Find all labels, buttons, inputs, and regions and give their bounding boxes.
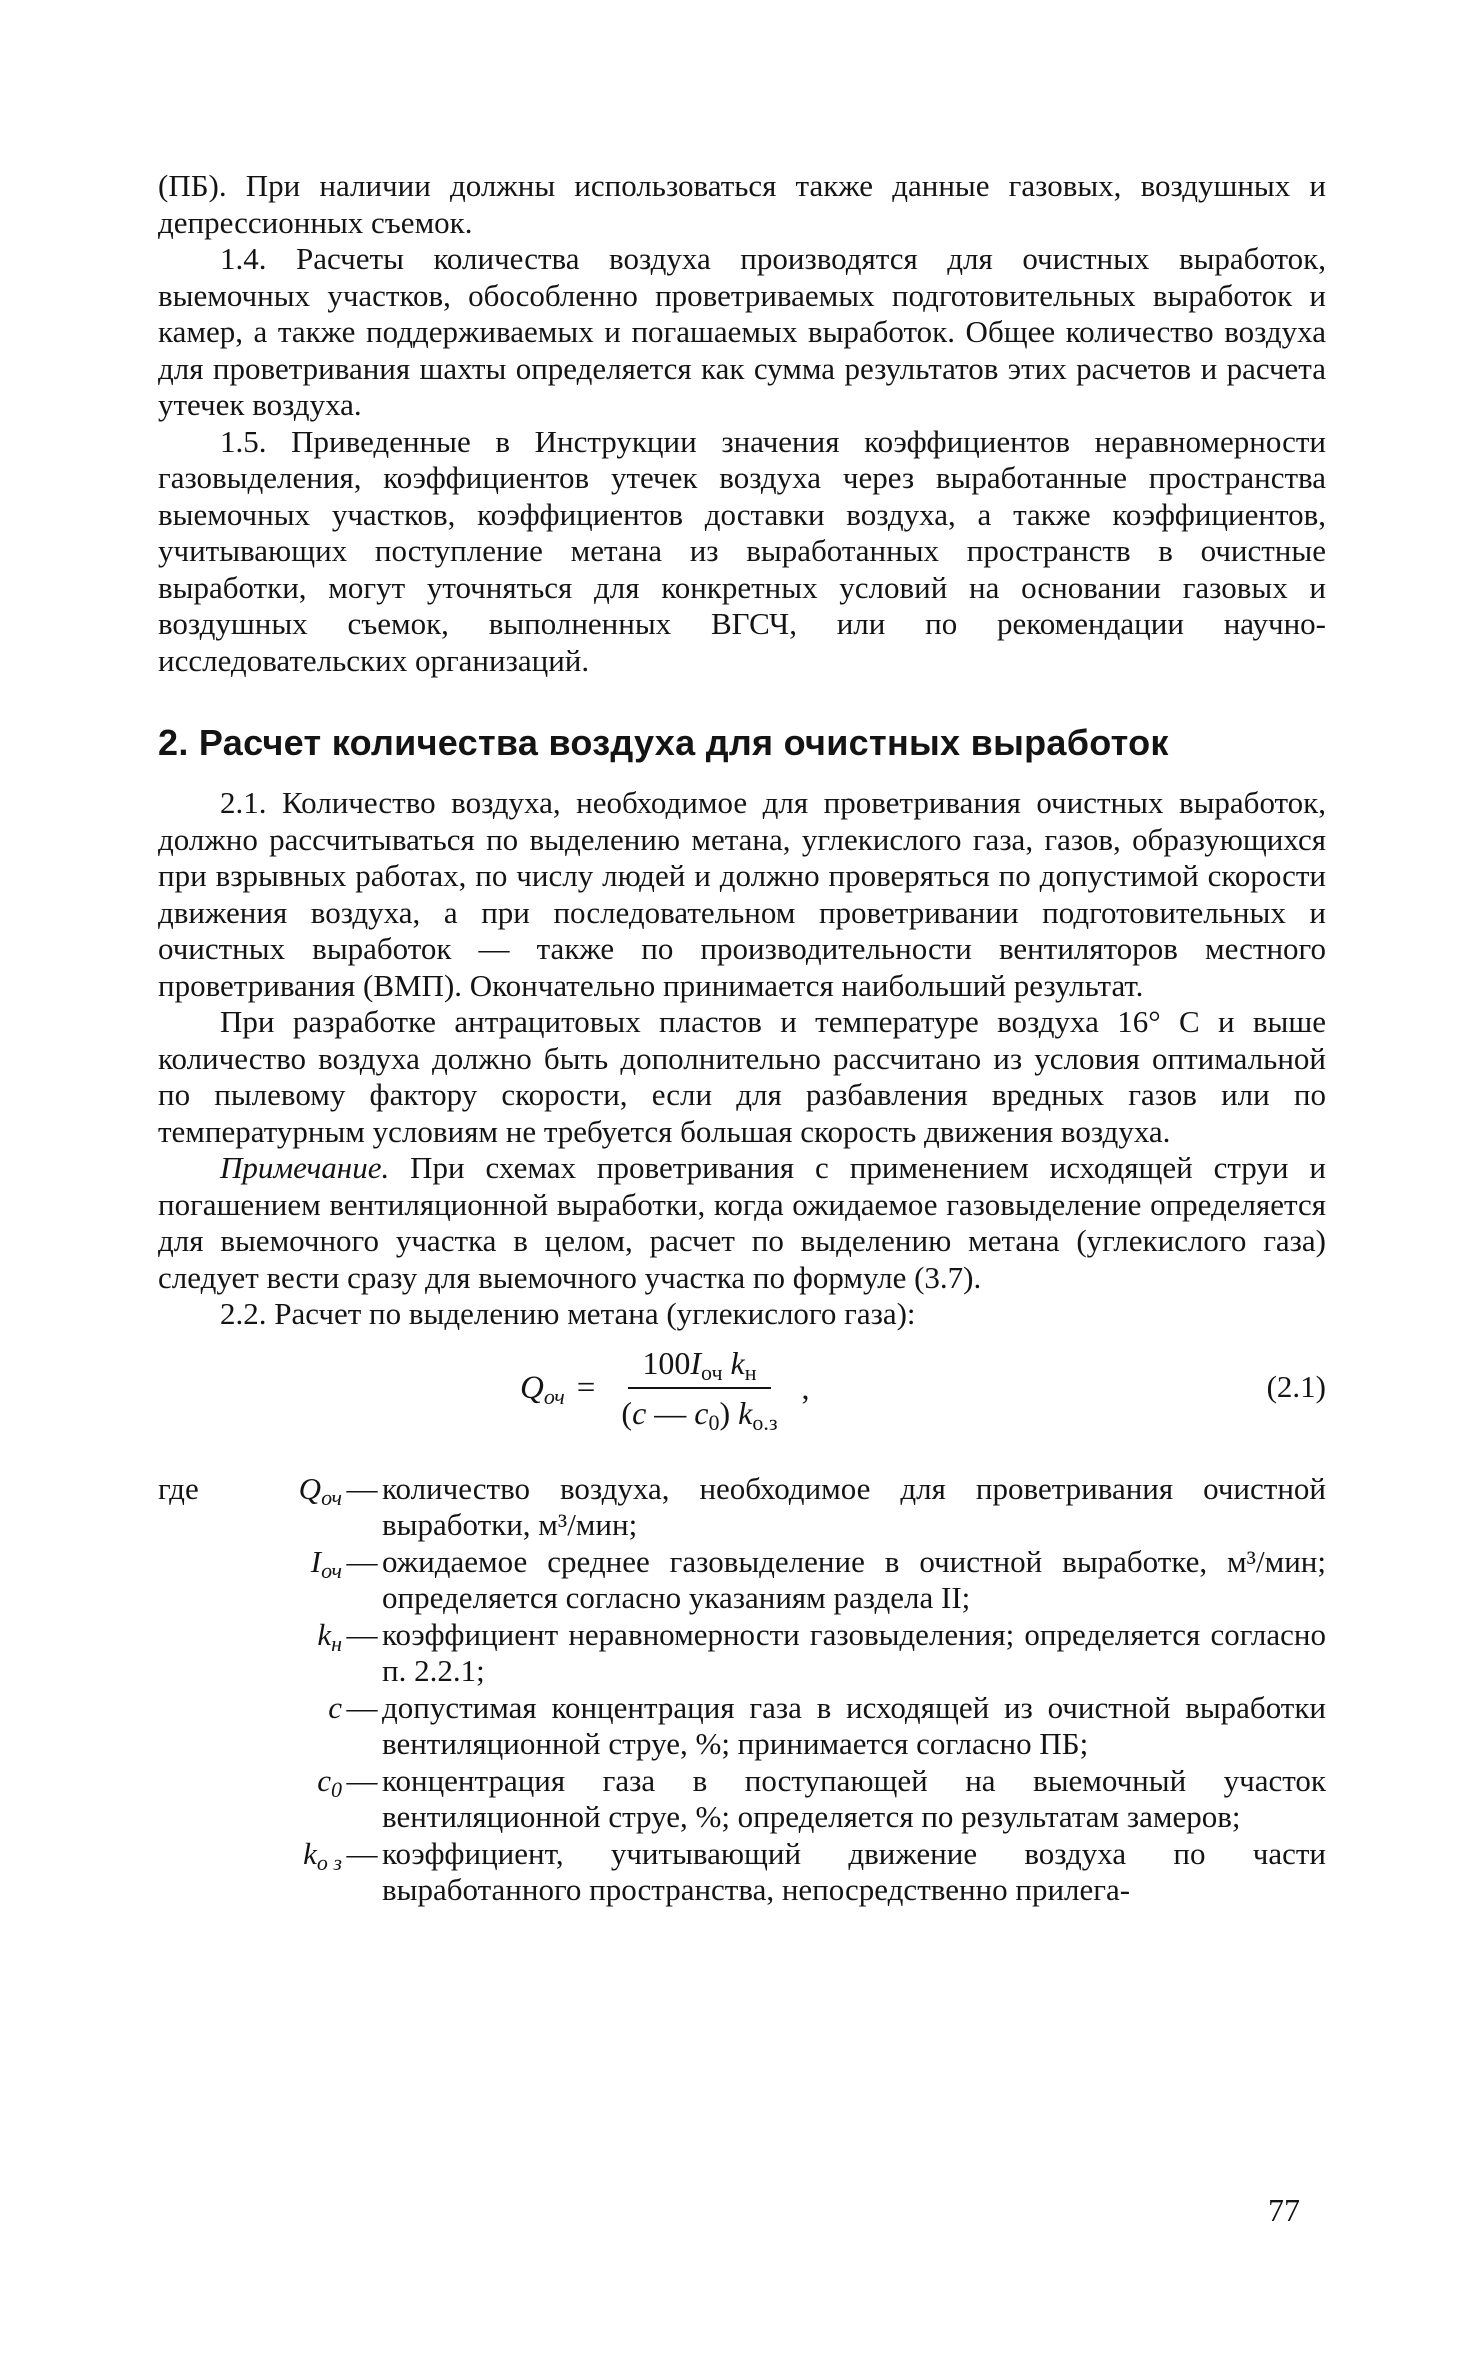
definition-text: ожидаемое среднее газовыделение в очистной выработке, м³/мин; определяется согласно указаниям раздела II; [382,1543,1326,1615]
text-column [158,168,1326,1909]
definition-text: количество воздуха, необходимое для проветривания очистной выработки, м³/мин; [382,1470,1326,1542]
paragraph-anthracite: При разработке антрацитовых пластов и температуре воздуха 16° С и выше количество воздуха должно быть дополнительно рассчитано из условия оптимальной по пылевому фактору скорости, если для разбавления вредных газов или по температурным условиям не требуется большая скорость движения воздуха. [158,1004,1326,1149]
definition-text: допустимая концентрация газа в исходящей из очистной выработки вентиляционной струе, %; принимается согласно ПБ; [382,1689,1326,1761]
formula-fraction [607,1344,791,1435]
definition-text: коэффициент неравномерности газовыделения; определяется согласно п. 2.2.1; [382,1616,1326,1688]
definition-symbol: $k_{о з}$ [303,1835,342,1875]
definition-symbol: $Q_{оч}$ [298,1470,342,1510]
definition-text: концентрация газа в поступающей на выемочный участок вентиляционной струе, %; определяется по результатам замеров; [382,1762,1326,1834]
paragraph-2-1: 2.1. Количество воздуха, необходимое для проветривания очистных выработок, должно рассчитываться по выделению метана, углекислого газа, газов, образующихся при взрывных работах, по числу людей и должно проверяться по допустимой скорости движения воздуха, а при последовательном проветривании подготовительных и очистных выработок — также по производительности вентиляторов местного проветривания (ВМП). Окончательно принимается наибольший результат. [158,785,1326,1003]
formula-comma: , [801,1369,810,1406]
definition-item [158,1617,1326,1690]
definition-symbol: $k_н$ [317,1616,342,1656]
definition-item [158,1836,1326,1909]
paragraph-note [158,1150,1326,1296]
formula-lhs: $Q_{оч}$ [520,1369,565,1409]
note-text: При схемах проветривания с применением исходящей струи и погашением вентиляционной выработки, когда ожидаемое газовыделение определяется для выемочного участка в целом, расчет по выделению метана (углекислого газа) следует вести сразу для выемочного участка по формуле (3.7). [158,1150,1326,1295]
definitions-list [158,1471,1326,1909]
formula-denominator: (c — $c_0$) $k_{о.з}$ [621,1395,778,1435]
definition-item [158,1763,1326,1836]
definition-symbol: c [328,1689,342,1725]
formula-equals: = [576,1369,596,1406]
definition-dash: — [346,1616,378,1652]
definition-symbol: $c_0$ [317,1762,342,1802]
definition-dash: — [346,1835,378,1871]
paragraph-1-5: 1.5. Приведенные в Инструкции значения коэффициентов неравномерности газовыделения, коэффициентов утечек воздуха через выработанные пространства выемочных участков, коэффициентов доставки воздуха, а также коэффициентов, учитывающих поступление метана из выработанных пространств в очистные выработки, могут уточняться для конкретных условий на основании газовых и воздушных съемок, выполненных ВГСЧ, или по рекомендации научно-исследовательских организаций. [158,423,1326,678]
definition-item [158,1690,1326,1763]
note-label: Примечание. [220,1150,390,1185]
page-number: 77 [1268,2192,1300,2228]
formula-body [520,1344,810,1435]
where-label: где [158,1470,199,1506]
definition-dash: — [346,1689,378,1725]
paragraph-1-4: 1.4. Расчеты количества воздуха производятся для очистных выработок, выемочных участков, обособленно проветриваемых подготовительных выработок и камер, а также поддерживаемых и погашаемых выработок. Общее количество воздуха для проветривания шахты определяется как сумма результатов этих расчетов и расчета утечек воздуха. [158,241,1326,422]
definition-dash: — [346,1762,378,1798]
formula-numerator: $100I_{оч}$ $k_н$ [628,1345,770,1390]
definition-item [158,1544,1326,1617]
definition-dash: — [346,1470,378,1506]
definition-dash: — [346,1543,378,1579]
formula-number: (2.1) [1266,1368,1326,1404]
paragraph-intro-continuation: (ПБ). При наличии должны использоваться также данные газовых, воздушных и депрессионных съемок. [158,168,1326,240]
definition-symbol: $I_{оч}$ [310,1543,342,1583]
paragraph-2-2: 2.2. Расчет по выделению метана (углекислого газа): [220,1296,916,1331]
formula-2-1 [158,1339,1326,1461]
definition-text: коэффициент, учитывающий движение воздуха по части выработанного пространства, непосредственно прилега- [382,1835,1326,1907]
section-heading-2: 2. Расчет количества воздуха для очистных выработок [158,722,1169,763]
definition-item [158,1471,1326,1544]
